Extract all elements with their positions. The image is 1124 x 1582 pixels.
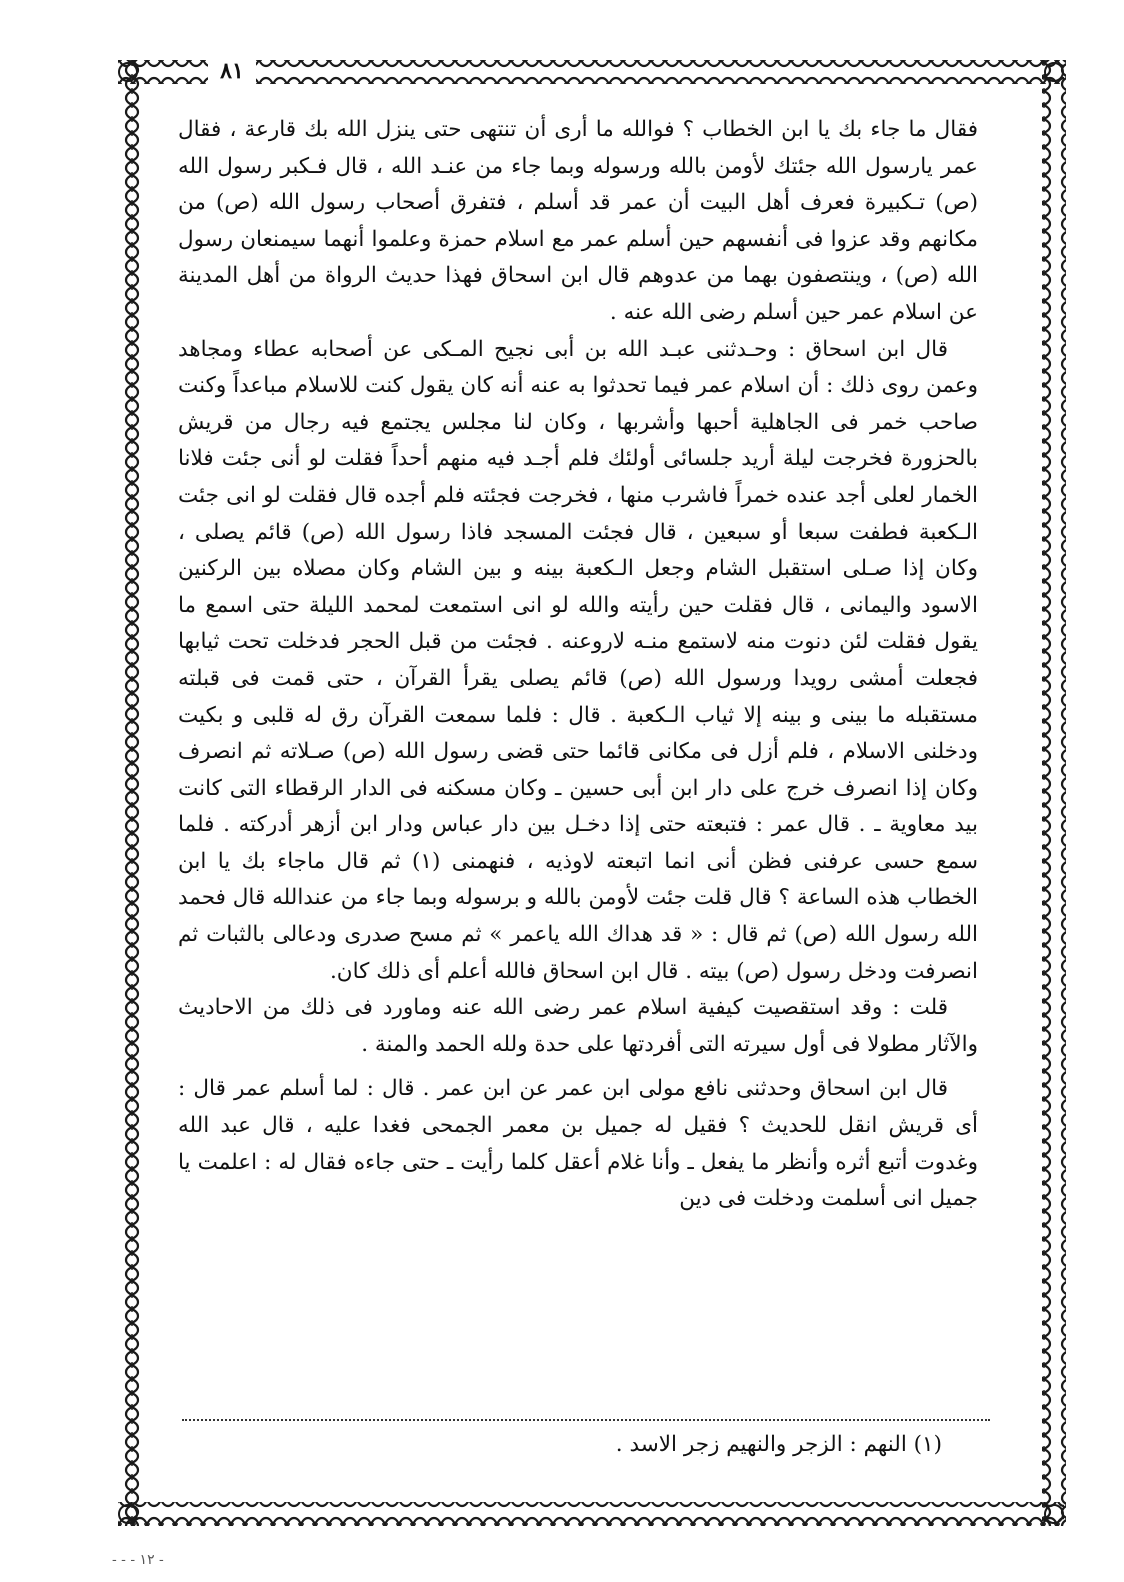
- paragraph: قال ابن اسحاق : وحـدثنى عبـد الله بن أبى نجيح المـكى عن أصحابه عطاء ومجاهد وعمن روى ذلك : أن اسلام عمر فيما تحدثوا به عنه أنه كان يقول كنت للاسلام مباعداً وكنت صاحب خمر فى الجاهلية أحبها وأشربها ، وكان لنا مجلس يجتمع فيه رجال من قريش بالحزورة فخرجت ليلة أريد جلسائى أولئك فلم أجـد فيه منهم أحداً فقلت لو أنى جئت فلانا الخمار لعلى أجد عنده خمراً فاشرب منها ، فخرجت فجئته فلم أجده قال فقلت لو انى جئت الـكعبة فطفت سبعا أو سبعين ، قال فجئت المسجد فاذا رسول الله (ص) قائم يصلى ، وكان إذا صـلى استقبل الشام وجعل الـكعبة بينه و بين الشام وكان مصلاه بين الركنين الاسود واليمانى ، قال فقلت حين رأيته والله لو انى استمعت لمحمد الليلة حتى اسمع ما يقول فقلت لئن دنوت منه لاستمع منـه لاروعنه . فجئت من قبل الحجر فدخلت تحت ثيابها فجعلت أمشى رويدا ورسول الله (ص) قائم يصلى يقرأ القرآن ، حتى قمت فى قبلته مستقبله ما بينى و بينه إلا ثياب الـكعبة . قال : فلما سمعت القرآن رق له قلبى و بكيت ودخلنى الاسلام ، فلم أزل فى مكانى قائما حتى قضى رسول الله (ص) صـلاته ثم انصرف وكان إذا انصرف خرج على دار ابن أبى حسين ـ وكان مسكنه فى الدار الرقطاء التى كانت بيد معاوية ـ . قال عمر : فتبعته حتى إذا دخـل بين دار عباس ودار ابن أزهر أدركته . فلما سمع حسى عرفنى فظن أنى انما اتبعته لاوذيه ، فنهمنى (١) ثم قال ماجاء بك يا ابن الخطاب هذه الساعة ؟ قال قلت جئت لأومن بالله و برسوله وبما جاء من عندالله قال فحمد الله رسول الله (ص) ثم قال : « قد هداك الله ياعمر » ثم مسح صدرى ودعالى بالثبات ثم انصرفت ودخل رسول (ص) بيته . قال ابن اسحاق فالله أعلم أى ذلك كان.: [178, 336, 978, 984]
- footnote-divider: [182, 1419, 990, 1421]
- bottom-margin-marks: - - - ١٢ -: [112, 1552, 164, 1568]
- footnote: (١) النهم : الزجر والنهيم زجر الاسد .: [615, 1432, 942, 1457]
- paragraph: قلت : وقد استقصيت كيفية اسلام عمر رضى الله عنه وماورد فى ذلك من الاحاديث والآثار مطولا فى أول سيرته التى أفردتها على حدة ولله الحمد والمنة .: [178, 995, 978, 1057]
- page-number: ٨١: [208, 56, 256, 86]
- paragraph: فقال ما جاء بك يا ابن الخطاب ؟ فوالله ما أرى أن تنتهى حتى ينزل الله بك قارعة ، فقال عمر يارسول الله جئتك لأومن بالله ورسوله وبما جاء من عنـد الله ، قال فـكبر رسول الله (ص) تـكبيرة فعرف أهل البيت أن عمر قد أسلم ، فتفرق أصحاب رسول الله (ص) من مكانهم وقد عزوا فى أنفسهم حين أسلم عمر مع اسلام حمزة وعلموا أنهما سيمنعان رسول الله (ص) ، وينتصفون بهما من عدوهم قال ابن اسحاق فهذا حديث الرواة من أهل المدينة عن اسلام عمر حين أسلم رضى الله عنه .: [178, 117, 978, 325]
- main-text: [178, 112, 978, 1218]
- paragraph: قال ابن اسحاق وحدثنى نافع مولى ابن عمر عن ابن عمر . قال : لما أسلم عمر قال : أى قريش انقل للحديث ؟ فقيل له جميل بن معمر الجمحى فغدا عليه ، قال عبد الله وغدوت أتبع أثره وأنظر ما يفعل ـ وأنا غلام أعقل كلما رأيت ـ حتى جاءه فقال له : اعلمت يا جميل انى أسلمت ودخلت فى دين: [178, 1076, 978, 1212]
